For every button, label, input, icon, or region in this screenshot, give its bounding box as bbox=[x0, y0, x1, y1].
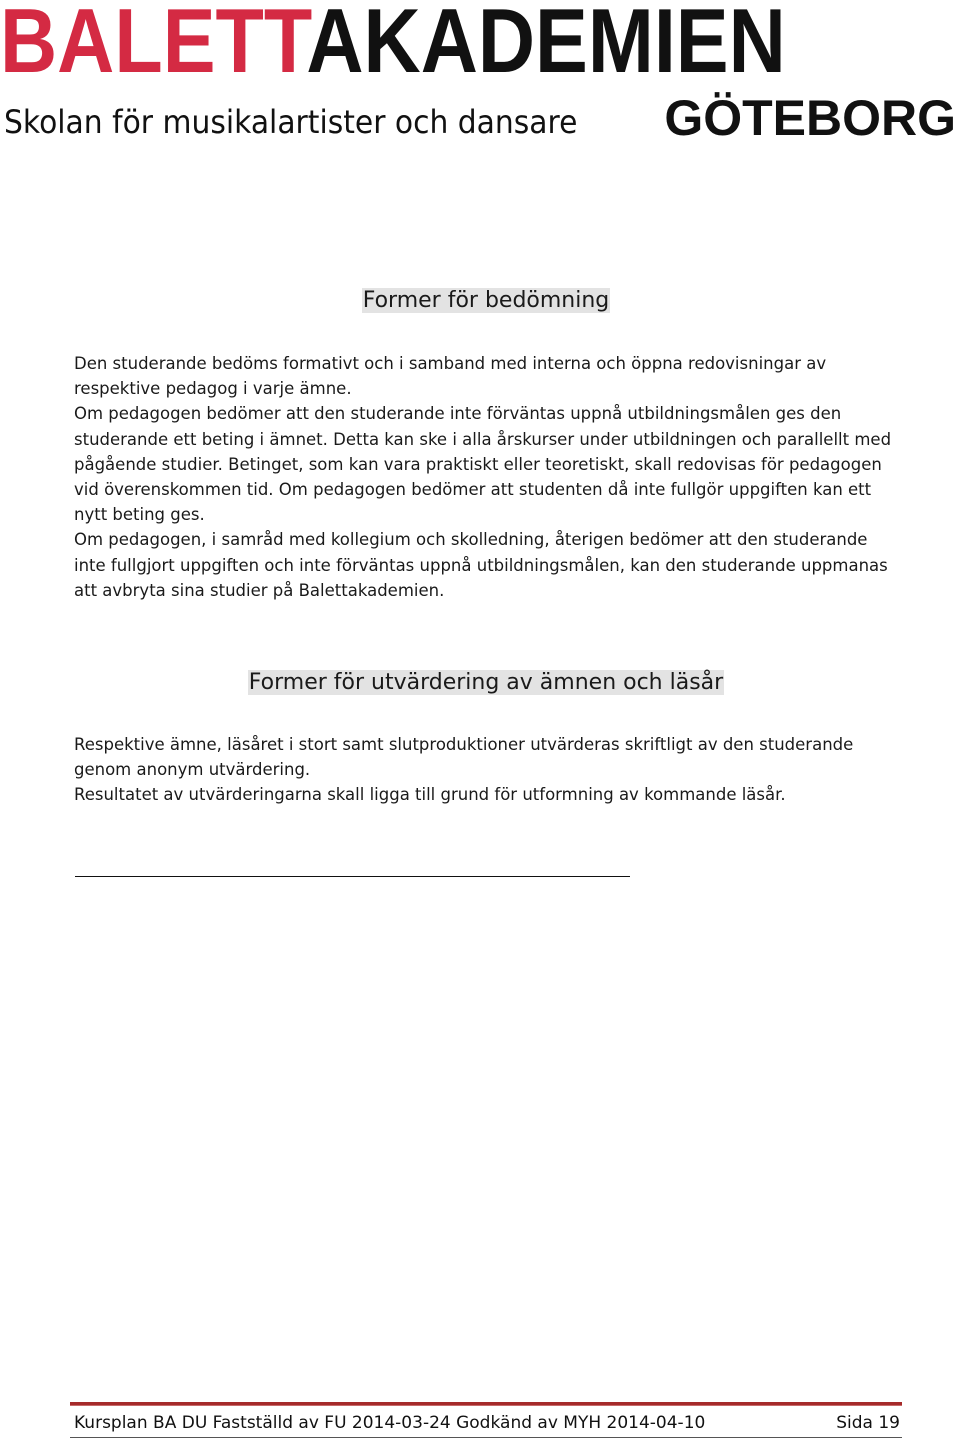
paragraph: Om pedagogen bedömer att den studerande inte förväntas uppnå utbildningsmålen ges den studerande ett beting i ämnet. Detta kan ske i alla årskurser under utbildningen och parallellt med pågående studier. Betinget, som kan vara praktiskt eller teoretiskt, skall redovisas för pedagogen vid överenskommen tid. Om pedagogen bedömer att studenten då inte fullgör uppgiften kan ett nytt beting ges. bbox=[74, 404, 892, 525]
evaluation-body bbox=[74, 732, 904, 808]
section-heading-text: Former för bedömning bbox=[362, 288, 610, 313]
paragraph: Resultatet av utvärderingarna skall ligga till grund för utformning av kommande läsår. bbox=[74, 785, 786, 805]
footer-divider bbox=[70, 1402, 902, 1406]
logo-text-red: BALETT bbox=[0, 0, 307, 92]
assessment-body bbox=[74, 351, 904, 603]
school-tagline: Skolan för musikalartister och dansare bbox=[4, 103, 578, 141]
section-heading-evaluation bbox=[0, 666, 960, 700]
footer-document-info: Kursplan BA DU Fastställd av FU 2014-03-24 Godkänd av MYH 2014-04-10 bbox=[74, 1413, 706, 1433]
page-footer bbox=[74, 1410, 900, 1436]
paragraph: Om pedagogen, i samråd med kollegium och skolledning, återigen bedömer att den studerande inte fullgjort uppgiften och inte förväntas uppnå utbildningsmålen, kan den studerande uppmanas att avbryta sina studier på Balettakademien. bbox=[74, 530, 888, 600]
paragraph: Respektive ämne, läsåret i stort samt slutproduktioner utvärderas skriftligt av den studerande genom anonym utvärdering. bbox=[74, 735, 854, 780]
footer-bottom-rule bbox=[70, 1437, 902, 1438]
signature-line bbox=[75, 876, 630, 877]
logo-text-black: AKADEMIEN bbox=[306, 0, 786, 92]
school-logo bbox=[0, 0, 835, 90]
section-heading-text: Former för utvärdering av ämnen och läsår bbox=[248, 670, 724, 695]
page-number: Sida 19 bbox=[836, 1413, 900, 1433]
section-heading-assessment bbox=[0, 284, 960, 318]
city-name: GÖTEBORG bbox=[664, 90, 956, 146]
paragraph: Den studerande bedöms formativt och i samband med interna och öppna redovisningar av respektive pedagog i varje ämne. bbox=[74, 354, 827, 399]
